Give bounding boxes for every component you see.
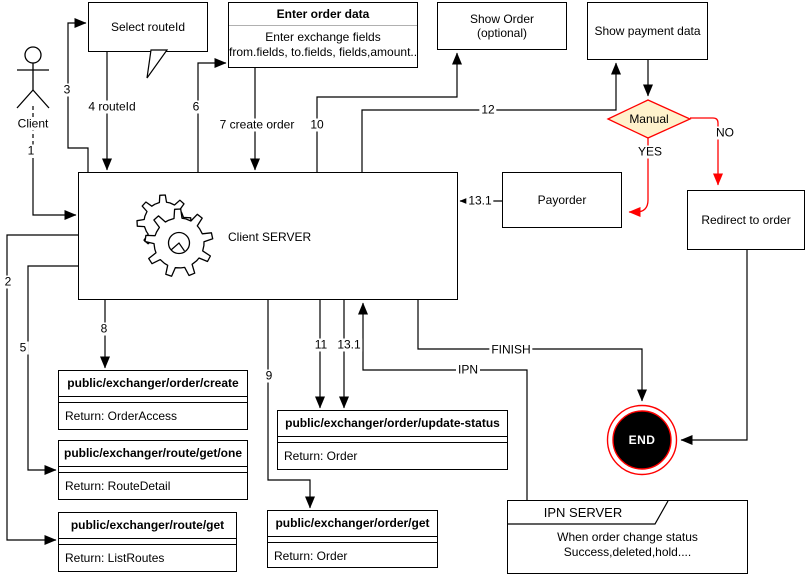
edge-label-9: 9 — [265, 368, 273, 383]
node-client-server — [78, 172, 458, 300]
api-return: Return: ListRoutes — [59, 544, 236, 571]
edge-label-finish: FINISH — [491, 342, 531, 357]
node-api-route-get — [58, 512, 237, 572]
edge-label-11: 11 — [314, 337, 328, 352]
node-body-line: Enter exchange fields — [265, 30, 381, 44]
node-title: Enter order data — [229, 3, 417, 26]
api-return: Return: Order — [268, 542, 437, 569]
node-label: Show Order — [469, 12, 535, 26]
node-title: IPN SERVER — [543, 505, 623, 520]
manual-decision-label: Manual — [629, 112, 669, 126]
edge-label-13-1-down: 13.1 — [337, 337, 361, 352]
edge-label-12: 12 — [481, 102, 495, 117]
api-title: public/exchanger/order/update-status — [278, 411, 507, 437]
edge-label-10: 10 — [310, 117, 324, 132]
node-ipn-server — [507, 500, 748, 574]
edge-label-yes: YES — [637, 144, 663, 159]
node-label: Select routeId — [110, 20, 186, 34]
node-api-order-create — [58, 370, 248, 430]
node-label: Payorder — [537, 193, 587, 207]
edge-label-13-1-left: 13.1 — [468, 193, 492, 208]
node-body-line: Success,deleted,hold.... — [563, 545, 692, 559]
edge-label-ipn: IPN — [457, 362, 479, 377]
api-title: public/exchanger/order/get — [268, 511, 437, 537]
node-body-line: When order change status — [557, 530, 698, 544]
edge-label-5: 5 — [19, 340, 27, 355]
api-return: Return: RouteDetail — [59, 472, 247, 499]
node-api-update-status — [277, 410, 508, 470]
edge-label-6: 6 — [192, 99, 200, 114]
edge-label-8: 8 — [100, 321, 108, 336]
api-return: Return: Order — [278, 442, 507, 469]
client-actor-icon — [17, 47, 49, 108]
end-node-label: END — [628, 433, 656, 447]
node-body-line: from.fields, to.fields, fields,amount.. — [229, 45, 418, 59]
node-api-order-get — [267, 510, 438, 568]
edge-label-4: 4 routeId — [88, 99, 136, 114]
edge-label-3: 3 — [63, 82, 71, 97]
node-enter-order-data — [228, 2, 418, 68]
edge-label-2: 2 — [4, 274, 12, 289]
edge-label-7: 7 create order — [219, 117, 295, 132]
node-select-routeid — [88, 2, 208, 52]
node-label: Client SERVER — [228, 230, 312, 244]
api-title: public/exchanger/route/get — [59, 513, 236, 539]
api-title: public/exchanger/order/create — [59, 371, 247, 397]
api-title: public/exchanger/route/get/one — [59, 441, 247, 467]
node-payorder — [502, 172, 622, 228]
client-actor-label: Client — [17, 116, 49, 131]
node-api-route-get-one — [58, 440, 248, 500]
node-label: (optional) — [476, 26, 528, 40]
api-return: Return: OrderAccess — [59, 402, 247, 429]
node-label: Redirect to order — [701, 213, 791, 227]
edge-label-no: NO — [716, 125, 734, 140]
node-show-payment-data — [587, 2, 708, 60]
edge-label-1: 1 — [27, 143, 35, 158]
node-label: Show payment data — [594, 24, 701, 38]
node-show-order — [437, 2, 567, 50]
node-redirect-to-order — [687, 190, 805, 250]
